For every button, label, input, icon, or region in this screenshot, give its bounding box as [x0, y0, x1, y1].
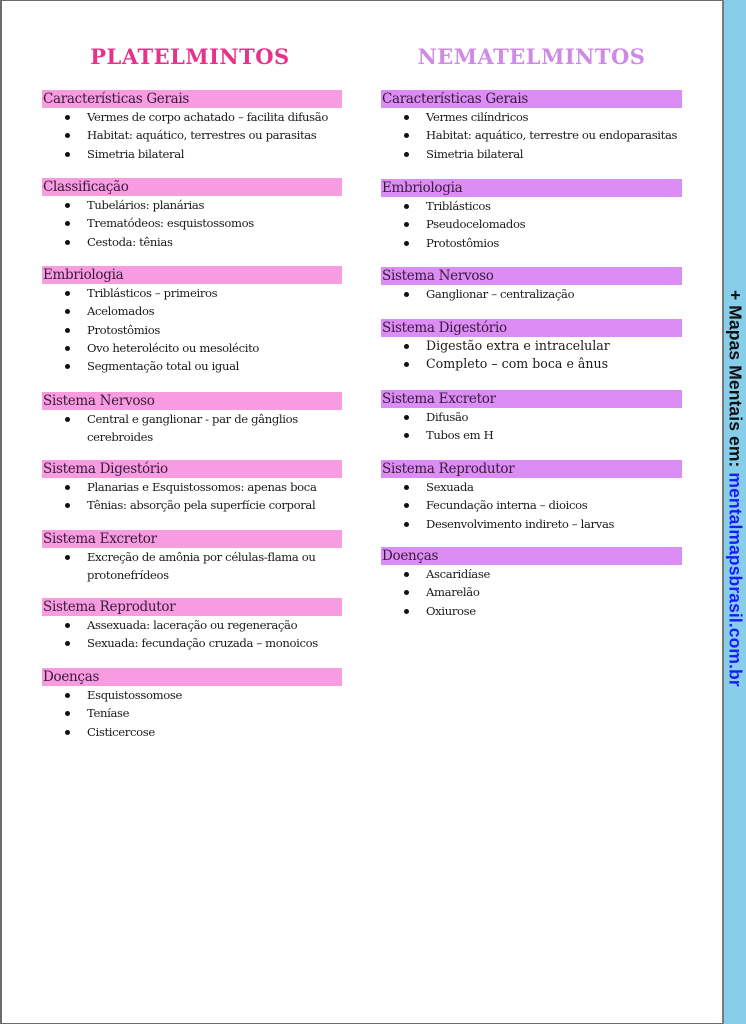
- bullet-icon: [65, 309, 70, 314]
- list-item: Habitat: aquático, terrestre ou endoparasitas: [381, 126, 682, 144]
- list-item: Ascaridíase: [381, 565, 682, 583]
- section-header: Doenças: [381, 547, 682, 565]
- bullet-icon: [65, 711, 70, 716]
- bullet-icon: [65, 133, 70, 138]
- bullet-icon: [65, 555, 70, 560]
- list-item: Simetria bilateral: [381, 145, 682, 163]
- section-header: Características Gerais: [381, 90, 682, 108]
- list-item: Cestoda: tênias: [42, 233, 342, 251]
- bullet-icon: [404, 133, 409, 138]
- list-item: Sexuada: [381, 478, 682, 496]
- section-sistema-excretor: [42, 530, 342, 585]
- list-item: Cisticercose: [42, 723, 342, 741]
- bullet-icon: [404, 204, 409, 209]
- section-header: Sistema Excretor: [42, 530, 342, 548]
- section-header: Classificação: [42, 178, 342, 196]
- list-item: Central e ganglionar - par de gânglios cerebroides: [42, 410, 323, 447]
- list-item: Vermes de corpo achatado – facilita difusão: [42, 108, 342, 126]
- bullet-icon: [404, 590, 409, 595]
- bullet-icon: [65, 730, 70, 735]
- section-sistema-nervoso: [42, 392, 342, 447]
- bullet-icon: [65, 152, 70, 157]
- bullet-icon: [65, 417, 70, 422]
- list-item: Teníase: [42, 704, 342, 722]
- bullet-icon: [404, 362, 409, 367]
- section-doencas: [381, 547, 682, 620]
- list-item: Assexuada: laceração ou regeneração: [42, 616, 342, 634]
- section-embriologia: [42, 266, 342, 375]
- list-item: Tubelários: planárias: [42, 196, 342, 214]
- section-header: Doenças: [42, 668, 342, 686]
- bullet-icon: [65, 221, 70, 226]
- bullet-icon: [404, 572, 409, 577]
- section-sistema-reprodutor: [42, 598, 342, 653]
- list-item: Pseudocelomados: [381, 215, 682, 233]
- list-item: Tênias: absorção pela superfície corporal: [42, 496, 342, 514]
- list-item: Trematódeos: esquistossomos: [42, 214, 342, 232]
- section-caracteristicas-gerais: [42, 90, 342, 163]
- list-item: Habitat: aquático, terrestres ou parasitas: [42, 126, 342, 144]
- section-header: Sistema Reprodutor: [42, 598, 342, 616]
- list-item: Completo – com boca e ânus: [381, 355, 682, 373]
- list-item: Digestão extra e intracelular: [381, 337, 682, 355]
- bullet-icon: [65, 328, 70, 333]
- bullet-icon: [404, 241, 409, 246]
- section-doencas: [42, 668, 342, 741]
- bullet-icon: [404, 292, 409, 297]
- bullet-icon: [65, 641, 70, 646]
- section-sistema-digestorio: [381, 319, 682, 374]
- section-header: Sistema Digestório: [42, 460, 342, 478]
- list-item: Sexuada: fecundação cruzada – monoicos: [42, 634, 342, 652]
- section-header: Embriologia: [42, 266, 342, 284]
- list-item: Fecundação interna – dioicos: [381, 496, 682, 514]
- section-header: Sistema Reprodutor: [381, 460, 682, 478]
- list-item: Triblásticos: [381, 197, 682, 215]
- section-header: Sistema Nervoso: [42, 392, 342, 410]
- list-item: Simetria bilateral: [42, 145, 342, 163]
- bullet-icon: [404, 115, 409, 120]
- list-item: Segmentação total ou igual: [42, 357, 342, 375]
- bullet-icon: [65, 693, 70, 698]
- list-item: Planarias e Esquistossomos: apenas boca: [42, 478, 342, 496]
- bullet-icon: [404, 344, 409, 349]
- list-item: Excreção de amônia por células-flama ou protonefrídeos: [42, 548, 323, 585]
- list-item: Esquistossomose: [42, 686, 342, 704]
- bullet-icon: [65, 203, 70, 208]
- section-header: Embriologia: [381, 179, 682, 197]
- section-sistema-excretor: [381, 390, 682, 445]
- promo-text: [725, 290, 746, 687]
- list-item: Ganglionar – centralização: [381, 285, 682, 303]
- section-embriologia: [381, 179, 682, 252]
- list-item: Difusão: [381, 408, 682, 426]
- list-item: Desenvolvimento indireto – larvas: [381, 515, 682, 533]
- section-header: Sistema Digestório: [381, 319, 682, 337]
- list-item: Tubos em H: [381, 426, 682, 444]
- list-item: Protostômios: [42, 321, 342, 339]
- list-item: Amarelão: [381, 583, 682, 601]
- bullet-icon: [65, 364, 70, 369]
- bullet-icon: [65, 503, 70, 508]
- bullet-icon: [404, 503, 409, 508]
- section-header: Sistema Nervoso: [381, 267, 682, 285]
- bullet-icon: [65, 240, 70, 245]
- promo-prefix: + Mapas Mentais em:: [725, 290, 746, 473]
- bullet-icon: [65, 346, 70, 351]
- bullet-icon: [404, 522, 409, 527]
- list-item: Triblásticos – primeiros: [42, 284, 342, 302]
- column-title: PLATELMINTOS: [90, 44, 290, 69]
- bullet-icon: [404, 433, 409, 438]
- section-header: Sistema Excretor: [381, 390, 682, 408]
- column-title: NEMATELMINTOS: [417, 44, 646, 69]
- bullet-icon: [65, 291, 70, 296]
- bullet-icon: [65, 115, 70, 120]
- bullet-icon: [404, 222, 409, 227]
- bullet-icon: [404, 609, 409, 614]
- bullet-icon: [404, 485, 409, 490]
- list-item: Acelomados: [42, 302, 342, 320]
- bullet-icon: [65, 485, 70, 490]
- section-sistema-reprodutor: [381, 460, 682, 533]
- list-item: Oxiurose: [381, 602, 682, 620]
- list-item: Ovo heterolécito ou mesolécito: [42, 339, 342, 357]
- bullet-icon: [404, 415, 409, 420]
- list-item: Vermes cilíndricos: [381, 108, 682, 126]
- list-item: Protostômios: [381, 234, 682, 252]
- bullet-icon: [65, 623, 70, 628]
- section-sistema-nervoso: [381, 267, 682, 303]
- section-sistema-digestorio: [42, 460, 342, 515]
- section-caracteristicas-gerais: [381, 90, 682, 163]
- section-header: Características Gerais: [42, 90, 342, 108]
- bullet-icon: [404, 152, 409, 157]
- promo-link[interactable]: mentalmapsbrasil.com.br: [725, 472, 746, 687]
- section-classificacao: [42, 178, 342, 251]
